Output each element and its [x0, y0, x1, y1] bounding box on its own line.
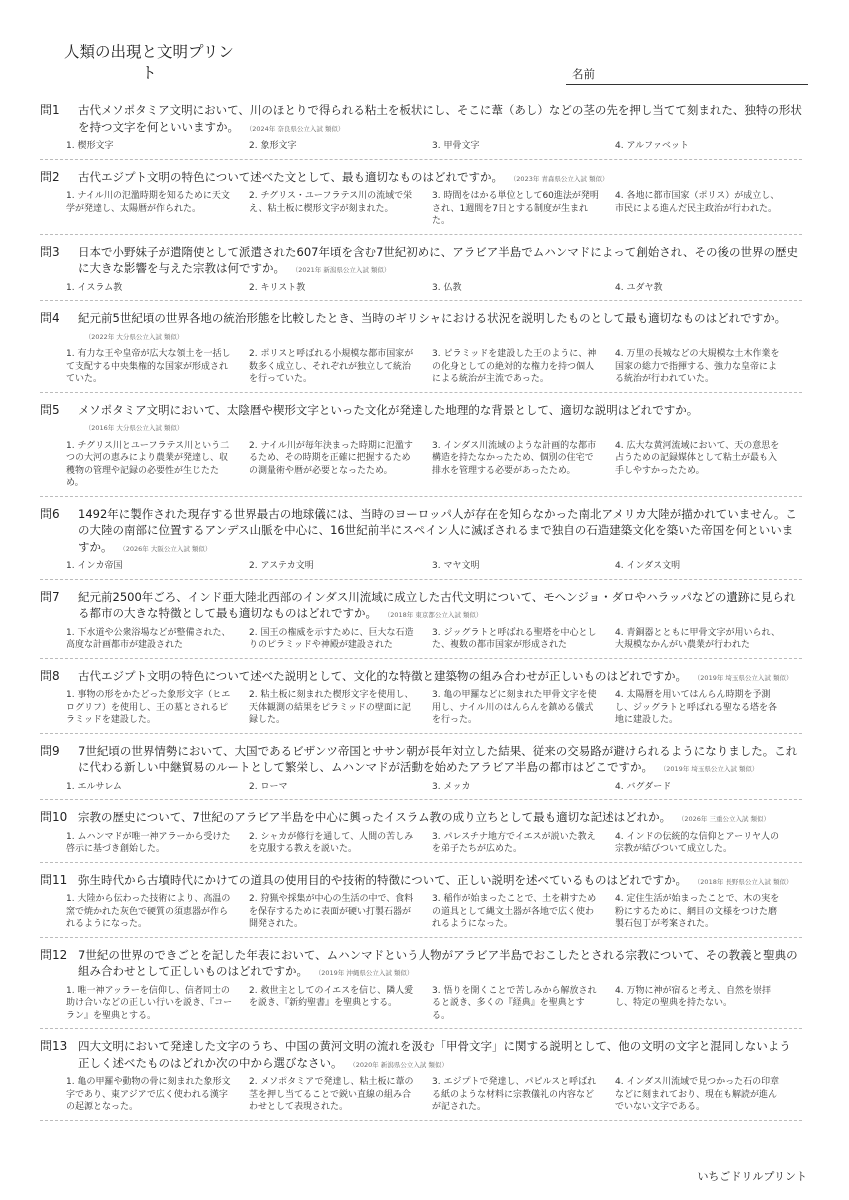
question-body: 日本で小野妹子が遣隋使として派遣された607年頃を含む7世紀初めに、アラビア半島でムハンマドによって創始され、その後の世界の歴史に大きな影響を与えた宗教は何ですか。	[78, 244, 798, 275]
question-source: （2019年 沖縄県公立入試 類似）	[318, 969, 414, 977]
name-label: 名前	[572, 67, 595, 81]
question-number: 問10	[40, 810, 68, 824]
answer-options	[66, 190, 802, 228]
question-text	[78, 668, 802, 687]
page-title: 人類の出現と文明プリント	[64, 43, 234, 82]
question-source: （2026年 大阪公立入試 類似）	[122, 544, 212, 553]
question-number: 問5	[40, 402, 60, 417]
answer-options	[66, 985, 802, 1023]
question-source: （2021年 新潟県公立入試 類似）	[295, 266, 391, 274]
question-header	[40, 668, 802, 687]
answer-option[interactable]: 1. チグリス川とユーフラテス川という二つの大河の恵みにより農業が発達し、収穫物の管理や記録の必要性が生じたため。	[66, 440, 230, 488]
question-header	[40, 947, 802, 982]
question-number: 問7	[40, 589, 60, 604]
question-number: 問11	[40, 872, 68, 887]
answer-option[interactable]: 4. アルファベット	[615, 141, 689, 151]
question-source: （2019年 埼玉県公立入試 類似）	[697, 673, 793, 682]
answer-option[interactable]: 1. 事物の形をかたどった象形文字（ヒエログリフ）を使用し、王の墓とされるピラミッドを建設した。	[66, 690, 231, 725]
name-field[interactable]	[566, 64, 808, 85]
question-source: （2024年 奈良県公立入試 類似）	[249, 124, 345, 133]
question-text	[78, 743, 802, 778]
question-text	[78, 244, 802, 279]
question-header	[40, 310, 802, 345]
question-number: 問8	[40, 668, 60, 683]
answer-option[interactable]: 3. ピラミッドを建設した王のように、神の化身としての絶対的な権力を持つ個人による統治が主流であった。	[432, 349, 597, 384]
answer-options	[66, 627, 802, 652]
question-text	[78, 872, 802, 891]
answer-options	[66, 831, 802, 856]
question-number: 問4	[40, 311, 60, 325]
question-body: 紀元前5世紀頃の世界各地の統治形態を比較したとき、当時のギリシャにおける状況を説明したものとして最も適切なものはどれですか。	[78, 311, 787, 325]
answer-option[interactable]: 3. 稲作が始まったことで、土を耕すための道具として縄文土器が各地で広く使われるようになった。	[432, 894, 597, 929]
question-header	[40, 809, 802, 828]
question-block	[40, 308, 802, 393]
answer-option[interactable]: 2. シャカが修行を通して、人間の苦しみを克服する教えを説いた。	[249, 831, 414, 854]
answer-options	[66, 560, 802, 573]
answer-option[interactable]: 3. 亀の甲羅などに刻まれた甲骨文字を使用し、ナイル川のはんらんを鎮める儀式を行った。	[432, 690, 597, 725]
question-source: （2019年 埼玉県公立入試 類似）	[663, 765, 759, 773]
question-body: 古代エジプト文明の特色について述べた文として、最も適切なものはどれですか。	[78, 169, 504, 184]
answer-option[interactable]: 1. 有力な王や皇帝が広大な領土を一括して支配する中央集権的な国家が形成されていた。	[66, 349, 231, 384]
question-block	[40, 242, 802, 302]
question-block	[40, 167, 802, 235]
question-number: 問1	[40, 103, 60, 117]
question-header	[40, 244, 802, 279]
footer-brand: いちごドリルプリント	[697, 1170, 807, 1183]
question-body: 7世紀の世界のできごとを記した年表において、ムハンマドという人物がアラビア半島でおこしたとされる宗教について、その教義と聖典の組み合わせとして正しいものはどれですか。	[78, 947, 798, 978]
question-number: 問3	[40, 244, 60, 259]
answer-option[interactable]: 1. 楔形文字	[66, 141, 114, 151]
answer-option[interactable]: 2. チグリス・ユーフラテス川の流域で栄え、粘土板に楔形文字が刻まれた。	[249, 191, 413, 214]
question-number: 問9	[40, 743, 60, 758]
question-source: （2026年 三重公立入試 類似）	[681, 815, 771, 823]
question-body: 1492年に製作された現存する世界最古の地球儀には、当時のヨーロッパ人が存在を知らなかった南北アメリカ大陸が描かれていません。この大陸の南部に位置するアンデス山脈を中心に、16世紀前半にスペイン人に滅ぼされるまで独自の石造建築文化を築いた帝国を何といいますか。	[78, 506, 797, 554]
answer-option[interactable]: 3. インダス川流域のような計画的な都市構造を持たなかったため、個別の住宅で排水を管理する必要があったため。	[432, 440, 597, 476]
answer-option[interactable]: 4. 広大な黄河流域において、天の意思を占うための記録媒体として粘土が最も入手しやすかったため。	[615, 440, 780, 476]
question-block	[40, 807, 802, 863]
question-number: 問12	[40, 947, 68, 962]
answer-option[interactable]: 4. 万物に神が宿ると考え、自然を崇拝し、特定の聖典を持たない。	[615, 985, 771, 1008]
answer-option[interactable]: 3. 時間をはかる単位として60進法が発明され、1週間を7日とする制度が生まれた。	[432, 191, 599, 226]
answer-option[interactable]: 4. 太陽暦を用いてはんらん時期を予測し、ジッグラトと呼ばれる聖なる塔を各地に建設した。	[615, 690, 778, 725]
answer-option[interactable]: 3. 甲骨文字	[432, 141, 480, 151]
question-number: 問2	[40, 169, 60, 184]
question-block	[40, 1036, 802, 1121]
question-header	[40, 102, 802, 137]
question-header	[40, 743, 802, 778]
answer-option[interactable]: 4. 定住生活が始まったことで、木の実を粉にするために、網目の文様をつけた磨製石包丁が考案された。	[615, 894, 780, 929]
question-body: 古代エジプト文明の特色について述べた説明として、文化的な特徴と建築物の組み合わせが正しいものはどれですか。	[78, 668, 688, 683]
question-block	[40, 587, 802, 659]
answer-options	[66, 282, 802, 295]
answer-option[interactable]: 3. エジプトで発達し、パピルスと呼ばれる紙のような材料に宗教儀礼の内容などが記された。	[432, 1077, 597, 1112]
answer-option[interactable]: 1. 大陸から伝わった技術により、高温の窯で焼かれた灰色で硬質の須恵器が作られるようになった。	[66, 894, 231, 929]
answer-option[interactable]: 1. イスラム教	[66, 282, 123, 293]
question-block	[40, 400, 802, 497]
question-body: 7世紀頃の世界情勢において、大国であるビザンツ帝国とササン朝が長年対立した結果、従来の交易路が避けられるようになりました。これに代わる新しい中継貿易のルートとして繁栄し、ムハンマドが活動を始めたアラビア半島の都市はどこですか。	[78, 743, 798, 774]
question-text	[78, 506, 802, 558]
answer-options	[66, 893, 802, 931]
question-block	[40, 945, 802, 1030]
answer-option[interactable]: 2. 粘土板に刻まれた楔形文字を使用し、天体観測の結果をピラミッドの壁面に記録した。	[249, 690, 414, 725]
answer-option[interactable]: 2. キリスト教	[249, 282, 306, 293]
answer-option[interactable]: 1. ナイル川の氾濫時期を知るために天文学が発達し、太陽暦が作られた。	[66, 191, 230, 214]
question-source: （2016年 大分県公立入試 類似）	[88, 424, 184, 432]
question-header	[40, 589, 802, 624]
answer-option[interactable]: 1. ムハンマドが唯一神アラーから受けた啓示に基づき創始した。	[66, 831, 231, 854]
question-text	[78, 809, 802, 828]
answer-option[interactable]: 3. マヤ文明	[432, 561, 480, 571]
answer-option[interactable]: 1. 唯一神アッラーを信仰し、信者同士の助け合いなどの正しい行いを説き、『コーラン』を聖典とする。	[66, 985, 233, 1021]
question-header	[40, 1038, 802, 1073]
question-block	[40, 100, 802, 160]
answer-options	[66, 689, 802, 727]
question-body: 弥生時代から古墳時代にかけての道具の使用目的や技術的特徴について、正しい説明を述べているものはどれですか。	[78, 872, 688, 887]
question-text	[78, 102, 802, 137]
answer-options	[66, 1076, 802, 1114]
question-body: 四大文明において発達した文字のうち、中国の黄河文明の流れを汲む「甲骨文字」に関する説明として、他の文明の文字と混同しないよう正しく述べたものはどれか次の中から選びなさい。	[78, 1039, 791, 1070]
question-number: 問13	[40, 1039, 68, 1053]
answer-option[interactable]: 1. 亀の甲羅や動物の骨に刻まれた象形文字であり、東アジアで広く使われる漢字の起源となった。	[66, 1077, 231, 1112]
question-body: メソポタミア文明において、太陰暦や楔形文字といった文化が発達した地理的な背景として、適切な説明はどれですか。	[78, 402, 699, 417]
answer-option[interactable]: 1. インカ帝国	[66, 561, 123, 571]
answer-option[interactable]: 4. インドの伝統的な信仰とアーリヤ人の宗教が結びついて成立した。	[615, 831, 779, 854]
answer-options	[66, 140, 802, 153]
answer-option[interactable]: 3. 悟りを開くことで苦しみから解放されると説き、多くの『経典』を聖典とする。	[432, 985, 597, 1021]
answer-options	[66, 781, 802, 794]
answer-option[interactable]: 2. ナイル川が毎年決まった時期に氾濫するため、その時期を正確に把握するための測量術や暦が必要となったため。	[249, 440, 413, 476]
answer-option[interactable]: 4. 万里の長城などの大規模な土木作業を国家の総力で指揮する、強力な皇帝による統治が行われていた。	[615, 349, 780, 384]
answer-option[interactable]: 2. アステカ文明	[249, 561, 314, 571]
question-source: （2018年 東京都公立入試 類似）	[387, 611, 483, 619]
answer-options	[66, 440, 802, 490]
answer-option[interactable]: 1. エルサレム	[66, 781, 122, 792]
question-block	[40, 666, 802, 734]
question-source: （2020年 新潟県公立入試 類似）	[352, 1060, 448, 1069]
question-text	[78, 947, 802, 982]
question-text	[78, 1038, 802, 1073]
question-header	[40, 872, 802, 891]
question-text	[78, 310, 802, 345]
answer-option[interactable]: 2. 象形文字	[249, 141, 297, 151]
question-body: 古代メソポタミア文明において、川のほとりで得られる粘土を板状にし、そこに葦（あし）などの茎の先を押し当てて刻まれた、独特の形状を持つ文字を何といいますか。	[78, 103, 802, 134]
answer-option[interactable]: 4. インダス文明	[615, 561, 681, 571]
question-text	[78, 169, 802, 188]
answer-options	[66, 348, 802, 386]
answer-option[interactable]: 2. 救世主としてのイエスを信じ、隣人愛を説き、『新約聖書』を聖典とする。	[249, 985, 414, 1008]
answer-option[interactable]: 3. ジッグラトと呼ばれる聖塔を中心とした、複数の都市国家が形成された	[432, 627, 597, 650]
question-block	[40, 741, 802, 801]
question-block	[40, 870, 802, 938]
question-source: （2023年 青森県公立入試 類似）	[513, 174, 609, 183]
question-header	[40, 506, 802, 558]
question-header	[40, 169, 802, 188]
answer-option[interactable]: 4. バグダード	[615, 781, 672, 792]
question-block	[40, 504, 802, 580]
answer-option[interactable]: 1. 下水道や公衆浴場などが整備された、高度な計画都市が建設された	[66, 627, 231, 650]
question-source: （2022年 大分県公立入試 類似）	[88, 332, 184, 341]
answer-option[interactable]: 3. 仏教	[432, 282, 462, 293]
answer-option[interactable]: 3. メッカ	[432, 781, 471, 792]
question-list	[40, 100, 802, 1128]
answer-option[interactable]: 2. ポリスと呼ばれる小規模な都市国家が数多く成立し、それぞれが独立して統治を行っていた。	[249, 349, 414, 384]
answer-option[interactable]: 4. ユダヤ教	[615, 282, 663, 293]
question-body: 紀元前2500年ごろ、インド亜大陸北西部のインダス川流域に成立した古代文明について、モヘンジョ・ダロやハラッパなどの遺跡に見られる都市の大きな特徴として最も適切なものはどれですか。	[78, 589, 796, 620]
answer-option[interactable]: 4. 各地に都市国家（ポリス）が成立し、市民による進んだ民主政治が行われた。	[615, 191, 780, 214]
question-number: 問6	[40, 506, 60, 521]
answer-option[interactable]: 4. 青銅器とともに甲骨文字が用いられ、大規模なかんがい農業が行われた	[615, 627, 780, 650]
question-text	[78, 589, 802, 624]
answer-option[interactable]: 2. メソポタミアで発達し、粘土板に葦の茎を押し当てることで鋭い直線の組み合わせとして表現された。	[249, 1077, 414, 1112]
question-source: （2018年 長野県公立入試 類似）	[697, 877, 793, 886]
answer-option[interactable]: 2. ローマ	[249, 781, 288, 792]
question-text	[78, 402, 802, 437]
answer-option[interactable]: 2. 狩猟や採集が中心の生活の中で、食料を保存するために表面が硬い打製石器が開発された。	[249, 894, 414, 929]
answer-option[interactable]: 3. パレスチナ地方でイエスが説いた教えを弟子たちが広めた。	[432, 831, 596, 854]
question-body: 宗教の歴史について、7世紀のアラビア半島を中心に興ったイスラム教の成り立ちとして最も適切な記述はどれか。	[78, 810, 672, 824]
answer-option[interactable]: 2. 国王の権威を示すために、巨大な石造りのピラミッドや神殿が建設された	[249, 627, 414, 650]
question-header	[40, 402, 802, 437]
answer-option[interactable]: 4. インダス川流域で見つかった石の印章などに刻まれており、現在も解読が進んでいない文字である。	[615, 1077, 780, 1112]
